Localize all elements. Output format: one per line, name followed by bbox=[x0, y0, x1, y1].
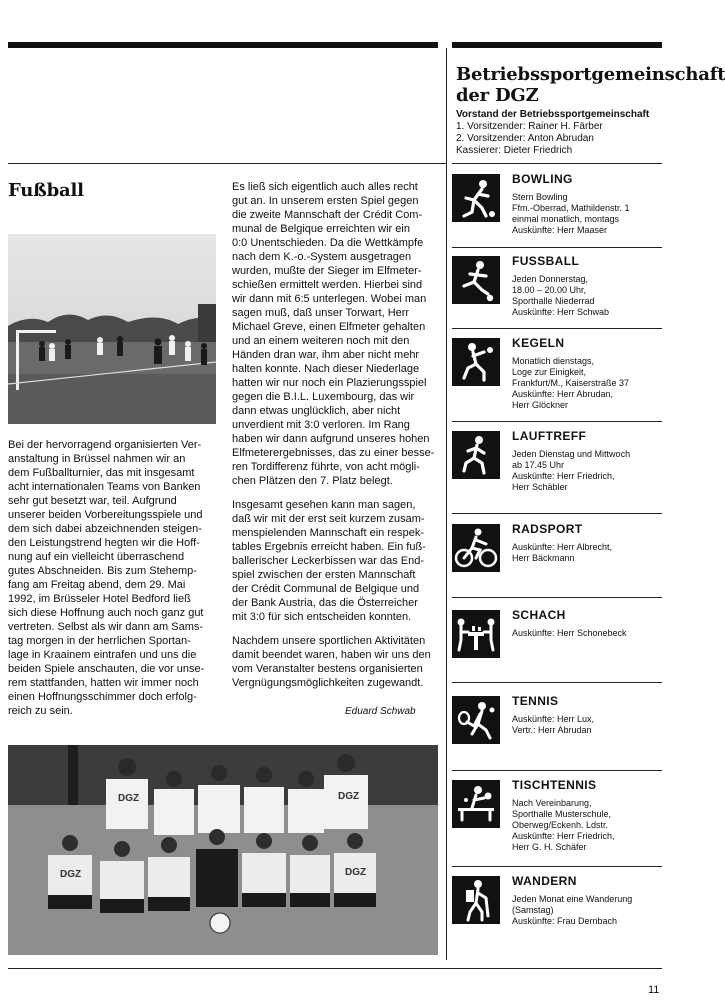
sport-fussball bbox=[452, 256, 662, 326]
table-tennis-icon bbox=[452, 780, 500, 828]
article-rule bbox=[8, 163, 446, 164]
sport-name: FUSSBALL bbox=[512, 254, 580, 268]
article-column-2-para-3: Nachdem unsere sportlichen Aktivitäten damit beendet waren, haben wir uns den vom Veranstalter bestens organisierten Vergnügungsmöglichkeiten zugewandt. bbox=[232, 635, 431, 689]
team-photo bbox=[8, 745, 438, 955]
board-line: 2. Vorsitzender: Anton Abrudan bbox=[456, 133, 594, 144]
article-column-2-para-2: Insgesamt gesehen kann man sagen, daß wir mit der erst seit kurzem zusam- menspielenden Mannschaft ein respek- tables Ergebnis erreicht haben. Ein fuß- ballerischer Leckerbissen war das End- spiel zwischen der ersten Mannschaft der Crédit Communal de Belgique und der Bank Austria, das die Österreicher mit 3:0 für sich entscheiden konnten. bbox=[232, 499, 426, 623]
column-divider bbox=[446, 48, 447, 960]
page-number: 11 bbox=[648, 984, 660, 996]
sport-name: LAUFTREFF bbox=[512, 429, 587, 443]
board-list bbox=[456, 121, 666, 157]
sidebar-rule bbox=[452, 421, 662, 422]
hiking-icon bbox=[452, 876, 500, 924]
sport-name: TISCHTENNIS bbox=[512, 778, 597, 792]
sport-radsport bbox=[452, 524, 662, 594]
article-title: Fußball bbox=[8, 180, 84, 201]
cycling-icon bbox=[452, 524, 500, 572]
author: Eduard Schwab bbox=[345, 706, 416, 717]
sport-name: SCHACH bbox=[512, 608, 566, 622]
board-line: Kassierer: Dieter Friedrich bbox=[456, 145, 573, 156]
sport-bowling bbox=[452, 174, 662, 244]
sport-info: Jeden Donnerstag, 18.00 – 20.00 Uhr, Sporthalle Niederrad Auskünfte: Herr Schwab bbox=[512, 274, 610, 317]
sport-name: TENNIS bbox=[512, 694, 559, 708]
sport-info: Auskünfte: Herr Schonebeck bbox=[512, 628, 627, 638]
match-photo bbox=[8, 234, 216, 424]
sidebar-rule bbox=[452, 247, 662, 248]
chess-icon bbox=[452, 610, 500, 658]
sidebar-rule bbox=[452, 513, 662, 514]
sport-info: Auskünfte: Herr Albrecht, Herr Bäckmann bbox=[512, 542, 613, 563]
sidebar-rule bbox=[452, 866, 662, 867]
jersey-label: DGZ bbox=[118, 793, 140, 804]
sport-lauftreff bbox=[452, 431, 662, 511]
sport-schach bbox=[452, 610, 662, 680]
sport-info: Nach Vereinbarung, Sporthalle Musterschule, Oberweg/Eckenh. Ldstr. Auskünfte: Herr Friedrich, Herr G. H. Schäfer bbox=[512, 798, 615, 852]
article-column-2-para-1: Es ließ sich eigentlich auch alles recht gut an. In unserem ersten Spiel gegen die zweite Mannschaft der Crédit Com- munal de Belgique erreichten wir ein 0:0 Unentschieden. Da die Wettkämpfe nach dem K.-o.-System ausgetragen wurden, mußte der Sieger im Elfmeter- schießen ermittelt werden. Hierbei sind wir dann mit 6:5 unterlegen. Wobei man sagen muß, daß unser Torwart, Herr Michael Greve, einen Elfmeter gehalten und an einem weiteren noch mit den Händen dran war, ihm aber nicht mehr halten konnte. Nach dieser Niederlage hatten wir nur noch ein Plazierungsspiel gegen die B.I.L. Luxembourg, das wir dann etwas unglücklich, aber nicht unverdient mit 3:0 verloren. Im Rang haben wir dann aufgrund unseres hohen Elfmeterergebnisses, das zu einer besse- ren Tordifferenz führte, von acht mögli- chen Plätzen den 7. Platz belegt. bbox=[232, 181, 435, 487]
sport-tischtennis bbox=[452, 780, 662, 865]
sport-name: BOWLING bbox=[512, 172, 573, 186]
sport-info: Jeden Dienstag und Mittwoch ab 17.45 Uhr Auskünfte: Herr Friedrich, Herr Schäbler bbox=[512, 449, 631, 492]
bowling-pins-icon bbox=[452, 338, 500, 386]
board-heading: Vorstand der Betriebssportgemeinschaft bbox=[456, 109, 650, 120]
sport-name: RADSPORT bbox=[512, 522, 583, 536]
sport-info: Stern Bowling Ffm.-Oberrad, Mathildenstr. 1 einmal monatlich, montags Auskünfte: Herr Maaser bbox=[512, 192, 630, 235]
jersey-label: DGZ bbox=[60, 869, 82, 880]
sidebar-title: Betriebssportgemeinschaft der DGZ bbox=[456, 64, 725, 106]
top-rule-left bbox=[8, 42, 438, 48]
bowling-icon bbox=[452, 174, 500, 222]
sport-info: Monatlich dienstags, Loge zur Einigkeit, Frankfurt/M., Kaiserstraße 37 Auskünfte: Herr Abrudan, Herr Glöckner bbox=[512, 356, 630, 410]
top-rule-right bbox=[452, 42, 662, 48]
sport-info: Jeden Monat eine Wanderung (Samstag) Auskünfte: Frau Dernbach bbox=[512, 894, 633, 926]
sidebar-rule bbox=[452, 163, 662, 164]
jersey-label: DGZ bbox=[338, 791, 360, 802]
article-column-1: Bei der hervorragend organisierten Ver- anstaltung in Brüssel nahmen wir an dem Fußballturnier, das mit insgesamt acht internationalen Teams von Banken sehr gut besetzt war, teil. Aufgrund unserer beiden Vorbereitungsspiele und dem sich dabei abzeichnenden steigen- den Leistungstrend hegten wir die Hoff- nung auf ein vielleicht überraschend gutes Abschneiden. Bis zum Stehemp- fang am Freitag abend, dem 29. Mai 1992, im Brüsseler Hotel Bedford ließ sich diese Hoffnung auch noch ganz gut vertreten. Selbst als wir dann am Sams- tag morgen in der herrlichen Sportan- lage in Kraainem eintrafen und uns die beiden Spiele anschauten, die vor unse- rem stattfanden, hatten wir immer noch einen Hoffnungsschimmer doch erfolg- reich zu sein. bbox=[8, 439, 205, 717]
tennis-icon bbox=[452, 696, 500, 744]
sidebar-rule bbox=[452, 597, 662, 598]
sidebar-rule bbox=[452, 770, 662, 771]
sidebar-rule bbox=[452, 682, 662, 683]
football-icon bbox=[452, 256, 500, 304]
bottom-rule bbox=[8, 968, 662, 969]
sport-wandern bbox=[452, 876, 662, 956]
sport-info: Auskünfte: Herr Lux, Vertr.: Herr Abrudan bbox=[512, 714, 595, 735]
running-icon bbox=[452, 431, 500, 479]
sidebar-rule bbox=[452, 328, 662, 329]
sport-tennis bbox=[452, 696, 662, 766]
board-line: 1. Vorsitzender: Rainer H. Färber bbox=[456, 121, 603, 132]
sport-kegeln bbox=[452, 338, 662, 418]
sport-name: KEGELN bbox=[512, 336, 565, 350]
sport-name: WANDERN bbox=[512, 874, 577, 888]
jersey-label: DGZ bbox=[345, 867, 367, 878]
